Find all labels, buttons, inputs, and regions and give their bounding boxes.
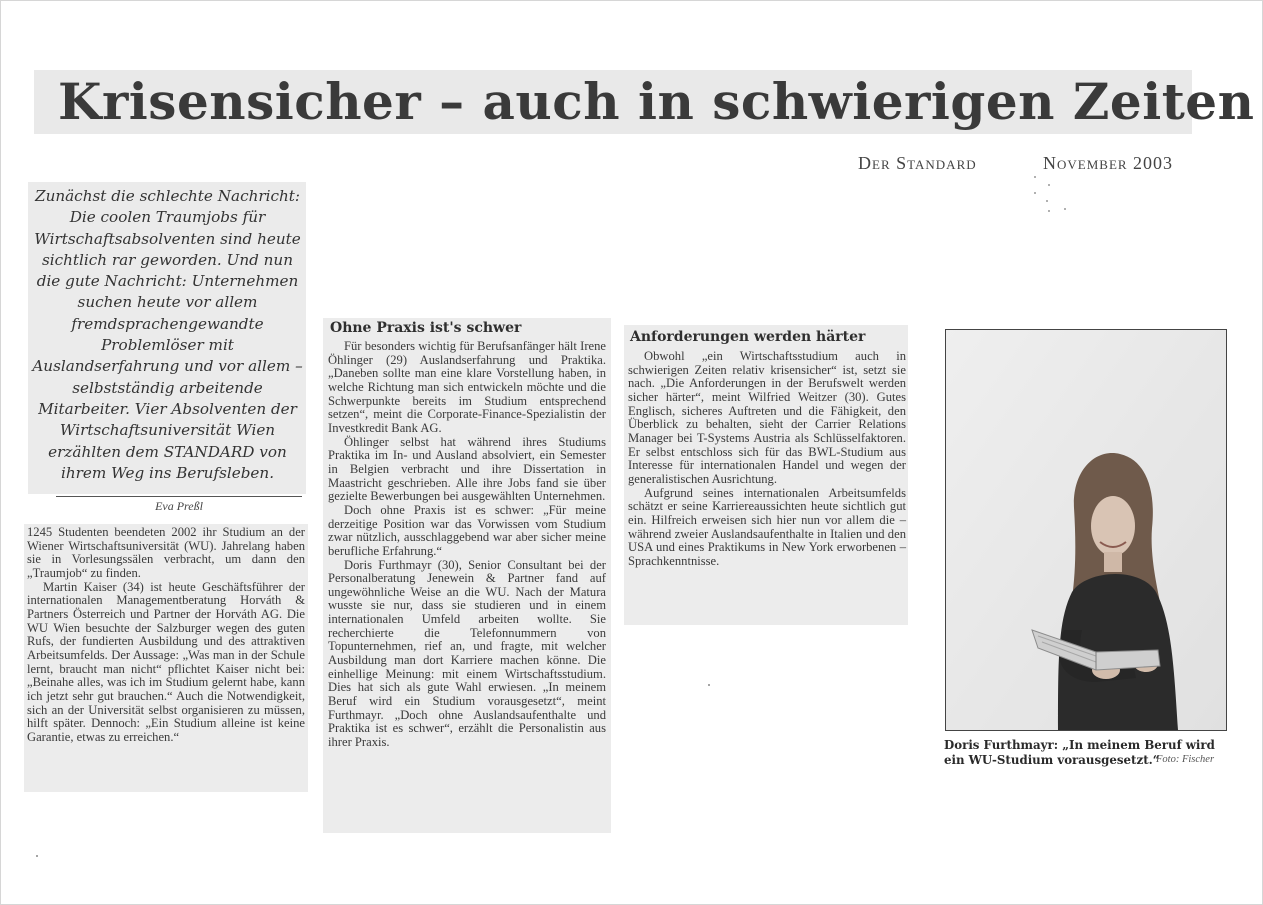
scan-speck bbox=[36, 855, 38, 857]
portrait-photo bbox=[945, 329, 1227, 731]
scan-speck bbox=[708, 684, 710, 686]
column3-paragraph: Aufgrund seines internationalen Arbeitsumfelds schätzt er seine Karriereaussichten heute sichtlich gut ein. Hilfreich erweisen sich hier nun vor allem die – während zweier Auslandsaufenthalte in Italien und den USA und eines Praktikums in New York erworbenen – Sprachkenntnisse. bbox=[628, 485, 906, 568]
column2-paragraph: Doch ohne Praxis ist es schwer: „Für meine derzeitige Position war das Vorwissen vom Studium zwar nützlich, ausschlaggebend war aber sicher meine berufliche Erfahrung.“ bbox=[328, 502, 606, 558]
photo-caption: Doris Furthmayr: „In meinem Beruf wird ein WU-Studium vorausgesetzt.“ bbox=[944, 738, 1215, 767]
publication-date: November 2003 bbox=[1043, 153, 1174, 173]
column2-paragraph: Für besonders wichtig für Berufsanfänger hält Irene Öhlinger (29) Auslandserfahrung und Praktika. „Daneben sollte man eine klare Vorstellung haben, in welche Richtung man sich entwickeln möchte und die Schwerpunkte bereits im Studium entsprechend setzen“, meint die Corporate-Finance-Spezialistin der Investkredit Bank AG. bbox=[328, 339, 606, 435]
column3-heading: Anforderungen werden härter bbox=[630, 329, 866, 345]
column-3 bbox=[628, 350, 906, 569]
scan-specks bbox=[1030, 172, 1070, 217]
column3-paragraph: Obwohl „ein Wirtschaftsstudium auch in schwierigen Zeiten relativ krisensicher“ ist, setzt sie nach. „Die Anforderungen in der Berufswelt werden sicher härter“, meint Wilfried Weitzer (30). Gutes Englisch, sicheres Auftreten und die Fähigkeit, den Überblick zu behalten, sieht der Carrier Relations Manager bei T-Systems Austria als Schlüsselfaktoren. Er selbst entschloss sich für das BWL-Studium aus Interesse für internationalen Handel und wegen der generalistischen Ausrichtung. bbox=[628, 349, 906, 486]
author-divider bbox=[56, 496, 302, 497]
column1-paragraph: Martin Kaiser (34) ist heute Geschäftsführer der internationalen Managementberatung Horváth & Partners Österreich und Partner der Horváth AG. Die WU Wien besuchte der Salzburger wegen des guten Rufs, der fundierten Ausbildung und des attraktiven Arbeitsumfelds. Der Aussage: „Was man in der Schule lernt, braucht man nicht“ pflichtet Kaiser nicht bei: „Beinahe alles, was ich im Studium gelernt habe, kann ich jetzt sehr gut brauchen.“ Auch die Notwendigkeit, sich an der Universität selbst organisieren zu müssen, hilft später. Dennoch: „Ein Studium alleine ist keine Garantie, etwas zu erreichen.“ bbox=[27, 579, 305, 744]
column-2 bbox=[328, 340, 606, 750]
column2-paragraph: Doris Furthmayr (30), Senior Consultant bei der Personalberatung Jenewein & Partner fand auf ungewöhnliche Weise an die WU. Nach der Matura wusste sie nur, dass sie studieren und in einem internationalen Umfeld arbeiten wollte. Sie recherchierte die Telefonnummern von Topunternehmen, rief an, und fragte, mit welcher Ausbildung man dort Karriere machen könne. Die einhellige Meinung: mit einem Wirtschaftsstudium. Dies hat sich als gute Wahl erwiesen. „In meinem Beruf wird ein Studium vorausgesetzt“, meint Furthmayr. „Doch ohne Auslandsaufenthalte und Praktika ist es schwer“, erzählt die Personalistin aus ihrer Praxis. bbox=[328, 557, 606, 750]
column2-heading: Ohne Praxis ist's schwer bbox=[330, 320, 522, 336]
publication-name: Der Standard bbox=[858, 153, 977, 173]
column1-paragraph: 1245 Studenten beendeten 2002 ihr Studium an der Wiener Wirtschaftsuniversität (WU). Jahrelang haben sie in Vorlesungssälen verbracht, um dann den „Traumjob“ zu finden. bbox=[27, 525, 305, 580]
intro-lead: Zunächst die schlechte Nachricht: Die coolen Traumjobs für Wirtschaftsabsolventen sind heute sichtlich rar geworden. Und nun die gute Nachricht: Unternehmen suchen heute vor allem fremdsprachengewandte Problemlöser mit Auslandserfahrung und vor allem – selbstständig arbeitende Mitarbeiter. Vier Absolventen der Wirtschaftsuniversität Wien erzählten dem STANDARD von ihrem Weg ins Berufsleben. bbox=[32, 187, 303, 482]
column2-paragraph: Öhlinger selbst hat während ihres Studiums Praktika im In- und Ausland absolviert, ein Semester in Belgien verbracht und ihre Dissertation in Maastricht geschrieben. Alle ihre Jobs fand sie über gezielte Bewerbungen bei ausgewählten Unternehmen. bbox=[328, 434, 606, 504]
portrait-illustration bbox=[946, 330, 1226, 730]
author-byline: Eva Preßl bbox=[155, 499, 203, 513]
headline: Krisensicher – auch in schwierigen Zeiten bbox=[58, 72, 1255, 131]
photo-credit: Foto: Fischer bbox=[1156, 754, 1215, 765]
column-1 bbox=[27, 526, 305, 745]
